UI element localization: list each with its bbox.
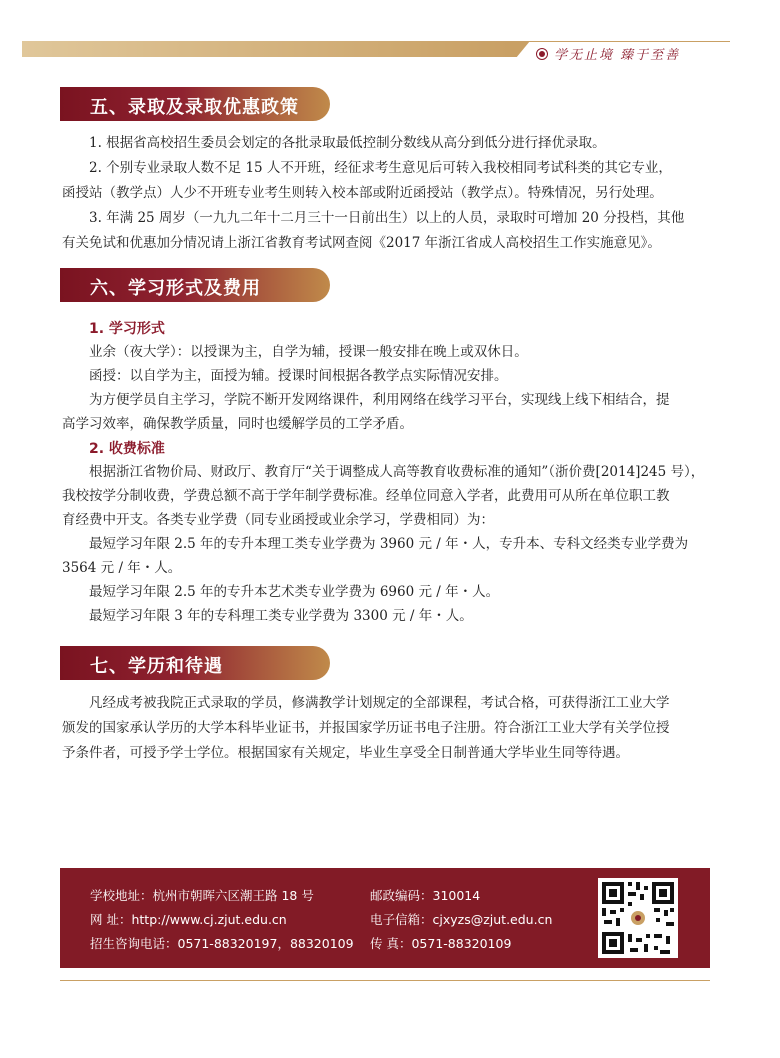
- section-5-header: [60, 87, 330, 121]
- section-6-sub-2: 2. 收费标准: [89, 441, 165, 457]
- section-5-line-5: 有关免试和优惠加分情况请上浙江省教育考试网查阅《2017 年浙江省成人高校招生工作实施意见》。: [62, 235, 661, 251]
- footer-email[interactable]: 电子信箱：cjxyzs@zjut.edu.cn: [370, 912, 553, 927]
- qr-code-icon: [598, 878, 678, 958]
- school-motto: [536, 44, 680, 63]
- footer-fax: 传 真：0571-88320109: [370, 936, 512, 951]
- section-6-header: [60, 268, 330, 302]
- section-7-line-1: 凡经成考被我院正式录取的学员，修满教学计划规定的全部课程，考试合格，可获得浙江工业大学: [89, 695, 670, 711]
- section-6-sub2-line-1: 根据浙江省物价局、财政厅、教育厅“关于调整成人高等教育收费标准的通知”（浙价费[2014]245 号），: [89, 464, 705, 480]
- section-6-sub2-line-5: 3564 元 / 年・人。: [62, 560, 182, 576]
- section-5-line-1: 1. 根据省高校招生委员会划定的各批录取最低控制分数线从高分到低分进行择优录取。: [89, 135, 606, 151]
- section-7-line-3: 予条件者，可授予学士学位。根据国家有关规定，毕业生享受全日制普通大学毕业生同等待遇。: [62, 745, 629, 761]
- section-7-line-2: 颁发的国家承认学历的大学本科毕业证书，并报国家学历证书电子注册。符合浙江工业大学有关学位授: [62, 720, 670, 736]
- section-6-sub1-line-2: 函授：以自学为主，面授为辅。授课时间根据各教学点实际情况安排。: [89, 368, 508, 384]
- section-6-sub1-line-4: 高学习效率，确保教学质量，同时也缓解学员的工学矛盾。: [62, 416, 413, 432]
- section-5-line-2: 2. 个别专业录取人数不足 15 人不开班，经征求考生意见后可转入我校相同考试科类的其它专业，: [89, 160, 672, 176]
- section-6-sub2-line-4: 最短学习年限 2.5 年的专升本理工类专业学费为 3960 元 / 年・人，专升本、专科文经类专业学费为: [89, 536, 689, 552]
- section-6-sub2-line-7: 最短学习年限 3 年的专科理工类专业学费为 3300 元 / 年・人。: [89, 608, 473, 624]
- section-7-title: 七、学历和待遇: [90, 656, 223, 677]
- section-5-line-3: 函授站（教学点）人少不开班专业考生则转入校本部或附近函授站（教学点）。特殊情况，另行处理。: [62, 185, 663, 201]
- motto-ring-icon: [536, 48, 548, 60]
- section-6-sub1-line-3: 为方便学员自主学习，学院不断开发网络课件，利用网络在线学习平台，实现线上线下相结合，提: [89, 392, 670, 408]
- footer-website[interactable]: 网 址：http://www.cj.zjut.edu.cn: [90, 912, 287, 927]
- motto-text: 学无止境 臻于至善: [554, 48, 681, 63]
- header-bar: [22, 41, 512, 57]
- footer-phone: 招生咨询电话：0571-88320197，88320109: [90, 936, 354, 951]
- section-6-title: 六、学习形式及费用: [90, 278, 261, 299]
- section-6-sub-1: 1. 学习形式: [89, 321, 165, 337]
- section-6-sub2-line-2: 我校按学分制收费，学费总额不高于学年制学费标准。经单位同意入学者，此费用可从所在单位职工教: [62, 488, 670, 504]
- header-bar-cap: [508, 41, 530, 57]
- section-5-line-4: 3. 年满 25 周岁（一九九二年十二月三十一日前出生）以上的人员，录取时可增加 20 分投档，其他: [89, 210, 685, 226]
- contact-footer: [60, 868, 710, 968]
- section-6-sub2-line-6: 最短学习年限 2.5 年的专升本艺术类专业学费为 6960 元 / 年・人。: [89, 584, 500, 600]
- footer-divider: [60, 980, 710, 981]
- section-6-sub1-line-1: 业余（夜大学）：以授课为主，自学为辅，授课一般安排在晚上或双休日。: [89, 344, 528, 360]
- section-6-sub2-line-3: 育经费中开支。各类专业学费（同专业函授或业余学习，学费相同）为：: [62, 512, 494, 528]
- header-divider: [515, 41, 730, 42]
- section-7-header: [60, 646, 330, 680]
- footer-address: 学校地址：杭州市朝晖六区潮王路 18 号: [90, 888, 314, 903]
- qr-code-graphic: [598, 878, 678, 958]
- section-5-title: 五、录取及录取优惠政策: [90, 97, 299, 118]
- footer-postcode: 邮政编码：310014: [370, 888, 481, 903]
